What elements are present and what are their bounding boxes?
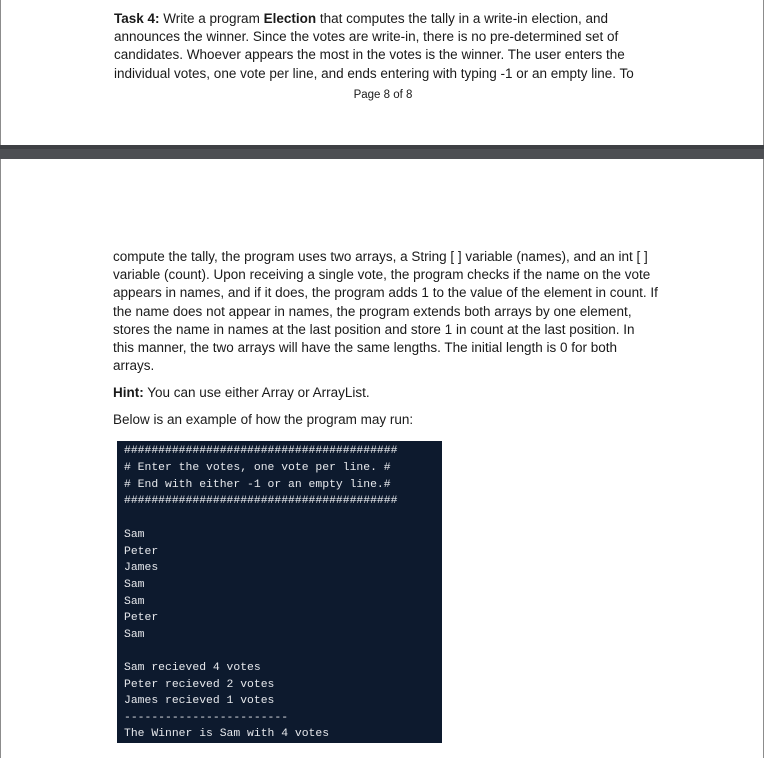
task-label: Task 4: xyxy=(114,11,160,26)
hint-text: You can use either Array or ArrayList. xyxy=(143,385,370,400)
banner-line-2: # End with either -1 or an empty line.# xyxy=(124,479,391,491)
result-line: Peter recieved 2 votes xyxy=(124,679,275,691)
description-paragraph: compute the tally, the program uses two arrays, a String [ ] variable (names), and an int [ ] variable (count). Upon receiving a single vote, the program checks if the name on the vote appears in names, and if it does, the program adds 1 to the value of the element in count. If the name does not appear in names, the program extends both arrays by one element, stores the name in names at the last position and store 1 in count at the last position. In this manner, the two arrays will have the same lengths. The initial length is 0 for both arrays. xyxy=(113,249,658,374)
vote-line: Sam xyxy=(124,596,145,608)
task-text-a: Write a program xyxy=(159,11,264,26)
vote-line: Sam xyxy=(124,629,145,641)
separator-line: ------------------------ xyxy=(124,712,289,724)
vote-line: Peter xyxy=(124,546,159,558)
task-text-b: that computes the tally in a write-in election, and announces the winner. Since the votes are write-in, there is no pre-determined set of candidates. Whoever appears the most in the votes is the winner. The user enters the individual votes, one vote per line, and ends entering with typing -1 or an empty line. To xyxy=(114,11,634,81)
program-name: Election xyxy=(263,11,317,26)
page-number: Page 8 of 8 xyxy=(353,89,413,101)
vote-line: Sam xyxy=(124,529,145,541)
banner-border-top: ######################################## xyxy=(124,445,398,457)
example-intro: Below is an example of how the program may run: xyxy=(113,412,414,427)
hint-label: Hint: xyxy=(113,385,144,400)
hint-paragraph xyxy=(113,384,658,402)
page-divider xyxy=(0,145,764,159)
winner-line: The Winner is Sam with 4 votes xyxy=(124,728,330,740)
pdf-page-top xyxy=(0,0,764,145)
result-line: James recieved 1 votes xyxy=(124,695,275,707)
banner-border-bottom: ######################################## xyxy=(124,495,398,507)
vote-line: James xyxy=(124,562,159,574)
task-paragraph xyxy=(114,10,659,83)
result-line: Sam recieved 4 votes xyxy=(124,662,261,674)
page-divider-lip xyxy=(0,145,764,149)
banner-line-1: # Enter the votes, one vote per line. # xyxy=(124,462,391,474)
vote-line: Sam xyxy=(124,579,145,591)
terminal-output xyxy=(117,441,442,743)
vote-line: Peter xyxy=(124,612,159,624)
